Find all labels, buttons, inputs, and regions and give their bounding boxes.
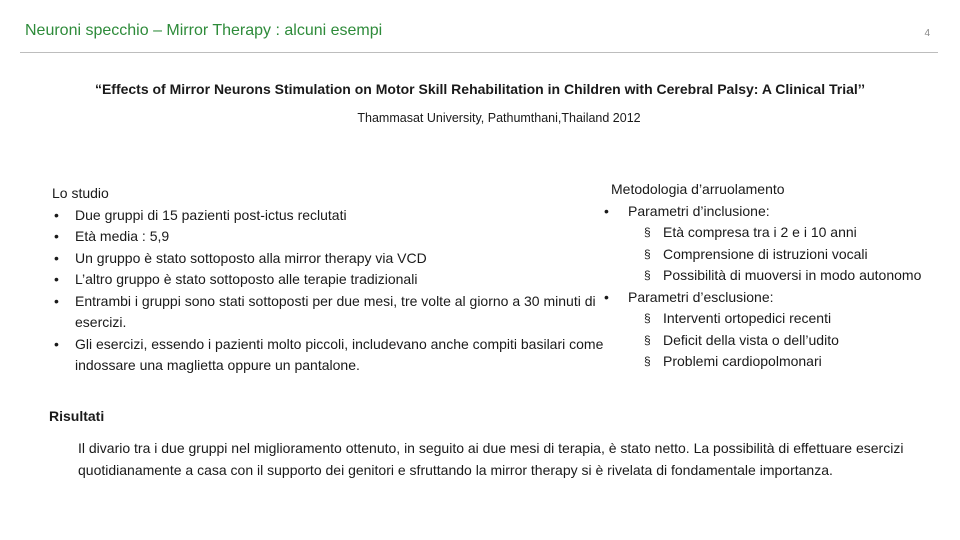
inclusion-list xyxy=(628,222,928,287)
page-number: 4 xyxy=(924,28,930,39)
exclusion-item: § Deficit della vista o dell’udito xyxy=(628,330,928,352)
study-title: “Effects of Mirror Neurons Stimulation on Motor Skill Rehabilitation in Children with Cerebral Palsy: A Clinical Trial’’ xyxy=(94,81,866,97)
title-divider xyxy=(20,52,938,53)
results-text: Il divario tra i due gruppi nel miglioramento ottenuto, in seguito ai due mesi di terapia, è stato netto. La possibilità di effettuare esercizi quotidianamente a casa con il supporto dei genitori e sfruttando la mirror therapy si è rivelata di fondamentale importanza. xyxy=(78,440,904,478)
inclusion-item: § Possibilità di muoversi in modo autonomo xyxy=(628,265,928,287)
affiliation: Thammasat University, Pathumthani,Thailand 2012 xyxy=(357,111,641,125)
inclusion-params xyxy=(598,201,928,287)
study-item: • Età media : 5,9 xyxy=(52,226,612,248)
method-section xyxy=(598,179,928,373)
study-item: • Gli esercizi, essendo i pazienti molto piccoli, includevano anche compiti basilari come indossare una maglietta oppure un pantalone. xyxy=(52,334,612,377)
inclusion-item: § Età compresa tra i 2 e i 10 anni xyxy=(628,222,928,244)
exclusion-item: § Problemi cardiopolmonari xyxy=(628,351,928,373)
study-heading: Lo studio xyxy=(52,185,109,201)
study-item: • Un gruppo è stato sottoposto alla mirror therapy via VCD xyxy=(52,248,612,270)
results-heading: Risultati xyxy=(49,408,105,424)
study-item: • Entrambi i gruppi sono stati sottoposti per due mesi, tre volte al giorno a 30 minuti di esercizi. xyxy=(52,291,612,334)
study-list xyxy=(52,205,612,377)
study-section xyxy=(52,183,612,377)
exclusion-label: Parametri d’esclusione: xyxy=(628,288,774,305)
exclusion-item: § Interventi ortopedici recenti xyxy=(628,308,928,330)
slide-title: Neuroni specchio – Mirror Therapy : alcuni esempi xyxy=(25,22,383,39)
study-item: • L’altro gruppo è stato sottoposto alle terapie tradizionali xyxy=(52,269,612,291)
exclusion-list xyxy=(628,308,928,373)
inclusion-item: § Comprensione di istruzioni vocali xyxy=(628,244,928,266)
exclusion-params xyxy=(598,287,928,373)
method-heading: Metodologia d’arruolamento xyxy=(611,181,785,197)
study-item: • Due gruppi di 15 pazienti post-ictus reclutati xyxy=(52,205,612,227)
inclusion-label: Parametri d’inclusione: xyxy=(628,202,770,219)
method-params xyxy=(598,201,928,373)
